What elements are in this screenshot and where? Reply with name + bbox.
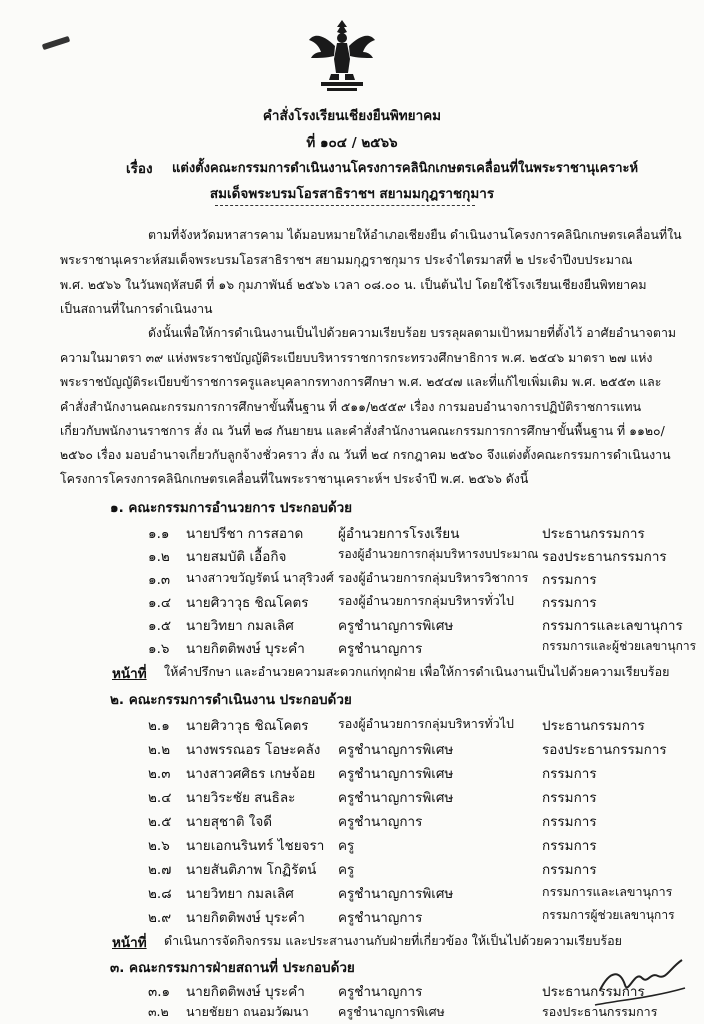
- member-position: ครูชำนาญการพิเศษ: [338, 1004, 445, 1019]
- duty-text: ดำเนินการจัดกิจกรรม และประสานงานกับฝ่ายที่เกี่ยวข้อง ให้เป็นไปด้วยความเรียบร้อย: [164, 933, 622, 948]
- member-position: รองผู้อำนวยการกลุ่มบริหารวิชาการ: [338, 570, 529, 585]
- section-title: ๓. คณะกรรมการฝ่ายสถานที่ ประกอบด้วย: [110, 960, 355, 976]
- subject-line-1: แต่งตั้งคณะกรรมการดำเนินงานโครงการคลินิกเกษตรเคลื่อนที่ในพระราชานุเคราะห์: [172, 161, 639, 176]
- intro-line: ๒๕๖๐ เรื่อง มอบอำนาจเกี่ยวกับลูกจ้างชั่วคราว สั่ง ณ วันที่ ๒๔ กรกฎาคม ๒๕๖๐ จึงแต่งตั้งคณะกรรมการดำเนินงาน: [60, 447, 671, 462]
- member-no: ๒.๘: [148, 886, 172, 902]
- member-no: ๓.๒: [148, 1004, 169, 1019]
- member-no: ๑.๒: [148, 549, 170, 565]
- member-no: ๒.๗: [148, 862, 172, 878]
- member-name: นางพรรณอร โอษะคลัง: [186, 742, 321, 758]
- member-no: ๒.๕: [148, 814, 172, 830]
- member-role: กรรมการผู้ช่วยเลขานุการ: [542, 908, 675, 922]
- duty-text: ให้คำปรึกษา และอำนวยความสะดวกแก่ทุกฝ่าย เพื่อให้การดำเนินงานเป็นไปด้วยความเรียบร้อย: [164, 664, 670, 679]
- pen-mark: [42, 36, 70, 50]
- subject-label: เรื่อง: [126, 161, 153, 177]
- intro-line: ตามที่จังหวัดมหาสารคาม ได้มอบหมายให้อำเภอเชียงยืน ดำเนินงานโครงการคลินิกเกษตรเคลื่อนที่ใน: [148, 227, 682, 242]
- member-role: กรรมการ: [542, 790, 597, 806]
- member-position: รองผู้อำนวยการกลุ่มบริหารทั่วไป: [338, 716, 514, 731]
- member-role: กรรมการ: [542, 572, 597, 588]
- member-role: รองประธานกรรมการ: [542, 549, 667, 565]
- member-role: รองประธานกรรมการ: [542, 742, 667, 758]
- member-no: ๑.๓: [148, 572, 171, 588]
- member-position: รองผู้อำนวยการกลุ่มบริหารทั่วไป: [338, 593, 514, 608]
- member-no: ๑.๑: [148, 526, 170, 542]
- member-position: ผู้อำนวยการโรงเรียน: [338, 526, 460, 542]
- member-no: ๑.๔: [148, 595, 172, 611]
- member-name: นายเอกนรินทร์ ไชยจรา: [186, 838, 325, 854]
- intro-line: โครงการโครงการคลินิกเกษตรเคลื่อนที่ในพระราชานุเคราะห์ฯ ประจำปี พ.ศ. ๒๕๖๖ ดังนี้: [60, 471, 529, 486]
- member-no: ๒.๓: [148, 766, 171, 782]
- member-name: นายวิทยา กมลเลิศ: [186, 618, 294, 634]
- member-position: ครู: [338, 862, 355, 878]
- member-role: กรรมการ: [542, 814, 597, 830]
- order-issuer: คำสั่งโรงเรียนเชียงยืนพิทยาคม: [262, 108, 442, 124]
- member-role: ประธานกรรมการ: [542, 718, 645, 734]
- member-name: นายกิตติพงษ์ บุระคำ: [186, 910, 305, 926]
- intro-line: พ.ศ. ๒๕๖๖ ในวันพฤหัสบดี ที่ ๑๖ กุมภาพันธ์ ๒๕๖๖ เวลา ๐๘.๐๐ น. เป็นต้นไป โดยใช้โรงเรียนเชียงยืนพิทยาคม: [60, 277, 647, 292]
- intro-line: พระราชานุเคราะห์สมเด็จพระบรมโอรสาธิราชฯ สยามมกุฎราชกุมาร ประจำไตรมาสที่ ๒ ประจำปีงบประมาณ: [60, 252, 633, 267]
- section-title: ๒. คณะกรรมการดำเนินงาน ประกอบด้วย: [110, 692, 352, 708]
- member-no: ๒.๒: [148, 742, 171, 758]
- intro-line: พระราชบัญญัติระเบียบข้าราชการครูและบุคลากรทางการศึกษา พ.ศ. ๒๕๔๗ และที่แก้ไขเพิ่มเติม พ.ศ. ๒๕๕๓ และ: [60, 374, 662, 389]
- member-name: นายสมบัติ เอื้อกิจ: [186, 549, 287, 565]
- member-name: นายศิวาวุธ ชิณโคตร: [186, 595, 309, 611]
- member-position: ครูชำนาญการพิเศษ: [338, 618, 454, 634]
- member-position: ครู: [338, 838, 355, 854]
- member-name: นางสาวขวัญรัตน์ นาสุริวงศ์: [186, 570, 334, 585]
- member-position: ครูชำนาญการ: [338, 984, 423, 1000]
- intro-line: คำสั่งสำนักงานคณะกรรมการการศึกษาขั้นพื้นฐาน ที่ ๕๑๑/๒๕๕๙ เรื่อง การมอบอำนาจการปฏิบัติราชการแทน: [60, 399, 642, 414]
- member-name: นายกิตติพงษ์ บุระคำ: [186, 641, 305, 657]
- member-name: นายวิระชัย สนธิละ: [186, 790, 296, 806]
- member-role: ประธานกรรมการ: [542, 984, 645, 1000]
- intro-line: ความในมาตรา ๓๙ แห่งพระราชบัญญัติระเบียบบริหารราชการกระทรวงศึกษาธิการ พ.ศ. ๒๕๔๖ มาตรา ๒๗ แห่ง: [60, 350, 653, 365]
- garuda-emblem-icon: [307, 18, 377, 96]
- member-position: ครูชำนาญการพิเศษ: [338, 766, 454, 782]
- member-role: กรรมการและเลขานุการ: [542, 618, 683, 634]
- member-no: ๒.๔: [148, 790, 172, 806]
- section-title: ๑. คณะกรรมการอำนวยการ ประกอบด้วย: [110, 500, 353, 516]
- member-role: ประธานกรรมการ: [542, 526, 645, 542]
- member-role: รองประธานกรรมการ: [542, 1004, 658, 1019]
- member-name: นายปรีชา การสอาด: [186, 526, 304, 542]
- member-name: นายชัยยา ถนอมวัฒนา: [186, 1004, 309, 1019]
- member-name: นายวิทยา กมลเลิศ: [186, 886, 294, 902]
- member-position: ครูชำนาญการ: [338, 910, 423, 926]
- member-position: ครูชำนาญการพิเศษ: [338, 742, 454, 758]
- member-role: กรรมการ: [542, 766, 597, 782]
- member-name: นายสันติภาพ โกฏิรัตน์: [186, 862, 317, 878]
- member-role: กรรมการ: [542, 838, 597, 854]
- member-position: ครูชำนาญการพิเศษ: [338, 790, 454, 806]
- duty-label: หน้าที่: [112, 666, 147, 682]
- signature-icon: [590, 950, 690, 1020]
- member-no: ๓.๑: [148, 984, 171, 1000]
- member-name: นายสุชาติ ใจดี: [186, 814, 273, 830]
- member-position: ครูชำนาญการ: [338, 814, 423, 830]
- subject-line-2: สมเด็จพระบรมโอรสาธิราชฯ สยามมกุฎราชกุมาร: [209, 186, 495, 202]
- member-position: ครูชำนาญการ: [338, 641, 423, 657]
- member-role: กรรมการและผู้ช่วยเลขานุการ: [542, 639, 697, 653]
- member-role: กรรมการและเลขานุการ: [542, 884, 673, 899]
- member-no: ๑.๕: [148, 618, 172, 634]
- intro-line: เป็นสถานที่ในการดำเนินงาน: [60, 301, 213, 316]
- member-role: กรรมการ: [542, 595, 597, 611]
- member-name: นายศิวาวุธ ชิณโคตร: [186, 718, 309, 734]
- member-name: นางสาวศศิธร เกษจ้อย: [186, 766, 316, 782]
- member-position: ครูชำนาญการพิเศษ: [338, 886, 454, 902]
- member-position: รองผู้อำนวยการกลุ่มบริหารงบประมาณ: [338, 547, 539, 561]
- intro-line: เกี่ยวกับพนักงานราชการ สั่ง ณ วันที่ ๒๘ กันยายน และคำสั่งสำนักงานคณะกรรมการการศึกษาขั้นพื้นฐาน ที่ ๑๑๒๐/: [60, 423, 665, 438]
- member-name: นายกิตติพงษ์ บุระคำ: [186, 984, 305, 1000]
- member-no: ๑.๖: [148, 641, 170, 657]
- duty-label: หน้าที่: [112, 935, 147, 951]
- order-number: ที่ ๑๐๔ / ๒๕๖๖: [306, 135, 398, 151]
- divider: [215, 205, 475, 206]
- member-no: ๒.๖: [148, 838, 170, 854]
- intro-line: ดังนั้นเพื่อให้การดำเนินงานเป็นไปด้วยความเรียบร้อย บรรลุผลตามเป้าหมายที่ตั้งไว้ อาศัยอำนาจตาม: [148, 325, 677, 340]
- member-no: ๒.๙: [148, 910, 172, 926]
- member-no: ๒.๑: [148, 718, 170, 734]
- member-role: กรรมการ: [542, 862, 597, 878]
